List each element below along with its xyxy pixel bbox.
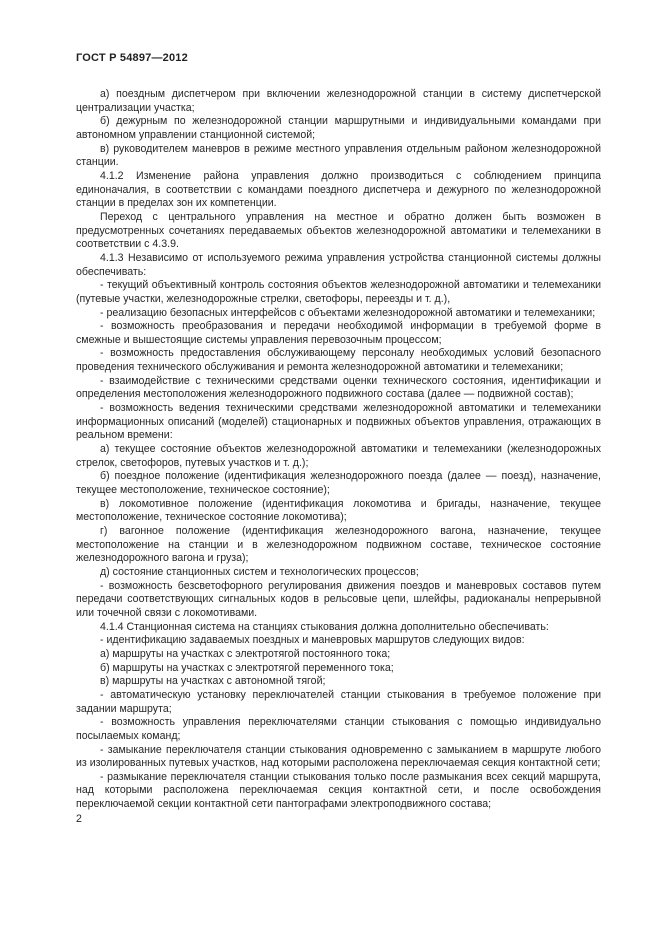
paragraph: 4.1.3 Независимо от используемого режима управления устройства станционной системы должны обеспечивать: (76, 251, 601, 278)
paragraph: - возможность преобразования и передачи необходимой информации в требуемой форме в смежные и вышестоящие системы управления перевозочным процессом; (76, 320, 601, 346)
document-header: ГОСТ Р 54897—2012 (76, 52, 188, 64)
paragraph: - автоматическую установку переключателей станции стыкования в требуемое положение при задании маршрута; (76, 688, 601, 715)
page-number: 2 (76, 812, 82, 825)
paragraph: - возможность безсветофорного регулирования движения поездов и маневровых составов путем передачи соответствующих сигнальных кодов в рельсовые цепи, шлейфы, радиоканалы непрерывной или точечной связи с локомотивами. (76, 579, 601, 619)
paragraph: а) маршруты на участках с электротягой постоянного тока; (100, 647, 391, 660)
paragraph: - возможность ведения техническими средствами железнодорожной автоматики и телемеханики информационных описаний (моделей) стационарных и подвижных объектов управления, отражающих в реальном времени: (76, 402, 601, 442)
document-body (76, 88, 601, 812)
paragraph: - идентификацию задаваемых поездных и маневровых маршрутов следующих видов: (100, 634, 525, 647)
paragraph: 4.1.4 Станционная система на станциях стыкования должна дополнительно обеспечивать: (100, 620, 549, 633)
paragraph: д) состояние станционных систем и технологических процессов; (100, 565, 419, 578)
paragraph: Переход с центрального управления на местное и обратно должен быть возможен в предусмотренных сочетаниях передаваемых объектов железнодорожной автоматики и телемеханики в соответствии с 4.3.9. (76, 210, 601, 251)
paragraph: б) поездное положение (идентификация железнодорожного поезда (далее — поезд), назначение, текущее местоположение, техническое состояние); (76, 470, 601, 497)
paragraph: а) поездным диспетчером при включении железнодорожной станции в систему диспетчерской централизации участка; (76, 88, 601, 114)
paragraph: - замыкание переключателя станции стыкования одновременно с замыканием в маршруте любого из изолированных путевых участков, над которыми расположена переключаемая секция контактной сети; (76, 743, 601, 770)
paragraph: г) вагонное положение (идентификация железнодорожного вагона, назначение, текущее местоположение на станции и в железнодорожном подвижном составе, техническое состояние железнодорожного вагона и груза); (76, 525, 601, 565)
paragraph: б) дежурным по железнодорожной станции маршрутными и индивидуальными командами при автономном управлении станционной системой; (76, 115, 601, 141)
paragraph: - текущий объективный контроль состояния объектов железнодорожной автоматики и телемеханики (путевые участки, железнодорожные стрелки, светофоры, переезды и т. д.), (76, 279, 601, 305)
paragraph: 4.1.2 Изменение района управления должно производиться с соблюдением принципа единоначалия, в соответствии с командами поездного диспетчера и дежурного по железнодорожной станции в пределах зон их компетенции. (76, 169, 601, 210)
paragraph: в) локомотивное положение (идентификация локомотива и бригады, назначение, текущее местоположение, техническое состояние локомотива); (76, 497, 601, 524)
paragraph: в) маршруты на участках с автономной тягой; (100, 675, 326, 688)
paragraph: - размыкание переключателя станции стыкования только после размыкания всех секций маршрута, над которыми расположена переключаемая секция контактной сети, и после освобождения переключаемой секции контактной сети пантографами электроподвижного состава; (76, 770, 601, 811)
paragraph: а) текущее состояние объектов железнодорожной автоматики и телемеханики (железнодорожных стрелок, светофоров, путевых участков и т. д.); (76, 443, 601, 469)
paragraph: - возможность предоставления обслуживающему персоналу необходимых условий безопасного проведения технического обслуживания и ремонта железнодорожной автоматики и телемеханики; (76, 347, 601, 374)
paragraph: в) руководителем маневров в режиме местного управления отдельным районом железнодорожной станции. (76, 142, 601, 169)
paragraph: - реализацию безопасных интерфейсов с объектами железнодорожной автоматики и телемеханики; (100, 306, 596, 319)
paragraph: - возможность управления переключателями станции стыкования с помощью индивидуально посылаемых команд; (76, 716, 601, 742)
paragraph: б) маршруты на участках с электротягой переменного тока; (100, 661, 394, 674)
paragraph: - взаимодействие с техническими средствами оценки технического состояния, идентификации и определения местоположения железнодорожного подвижного состава (далее — подвижной состав); (76, 374, 601, 401)
